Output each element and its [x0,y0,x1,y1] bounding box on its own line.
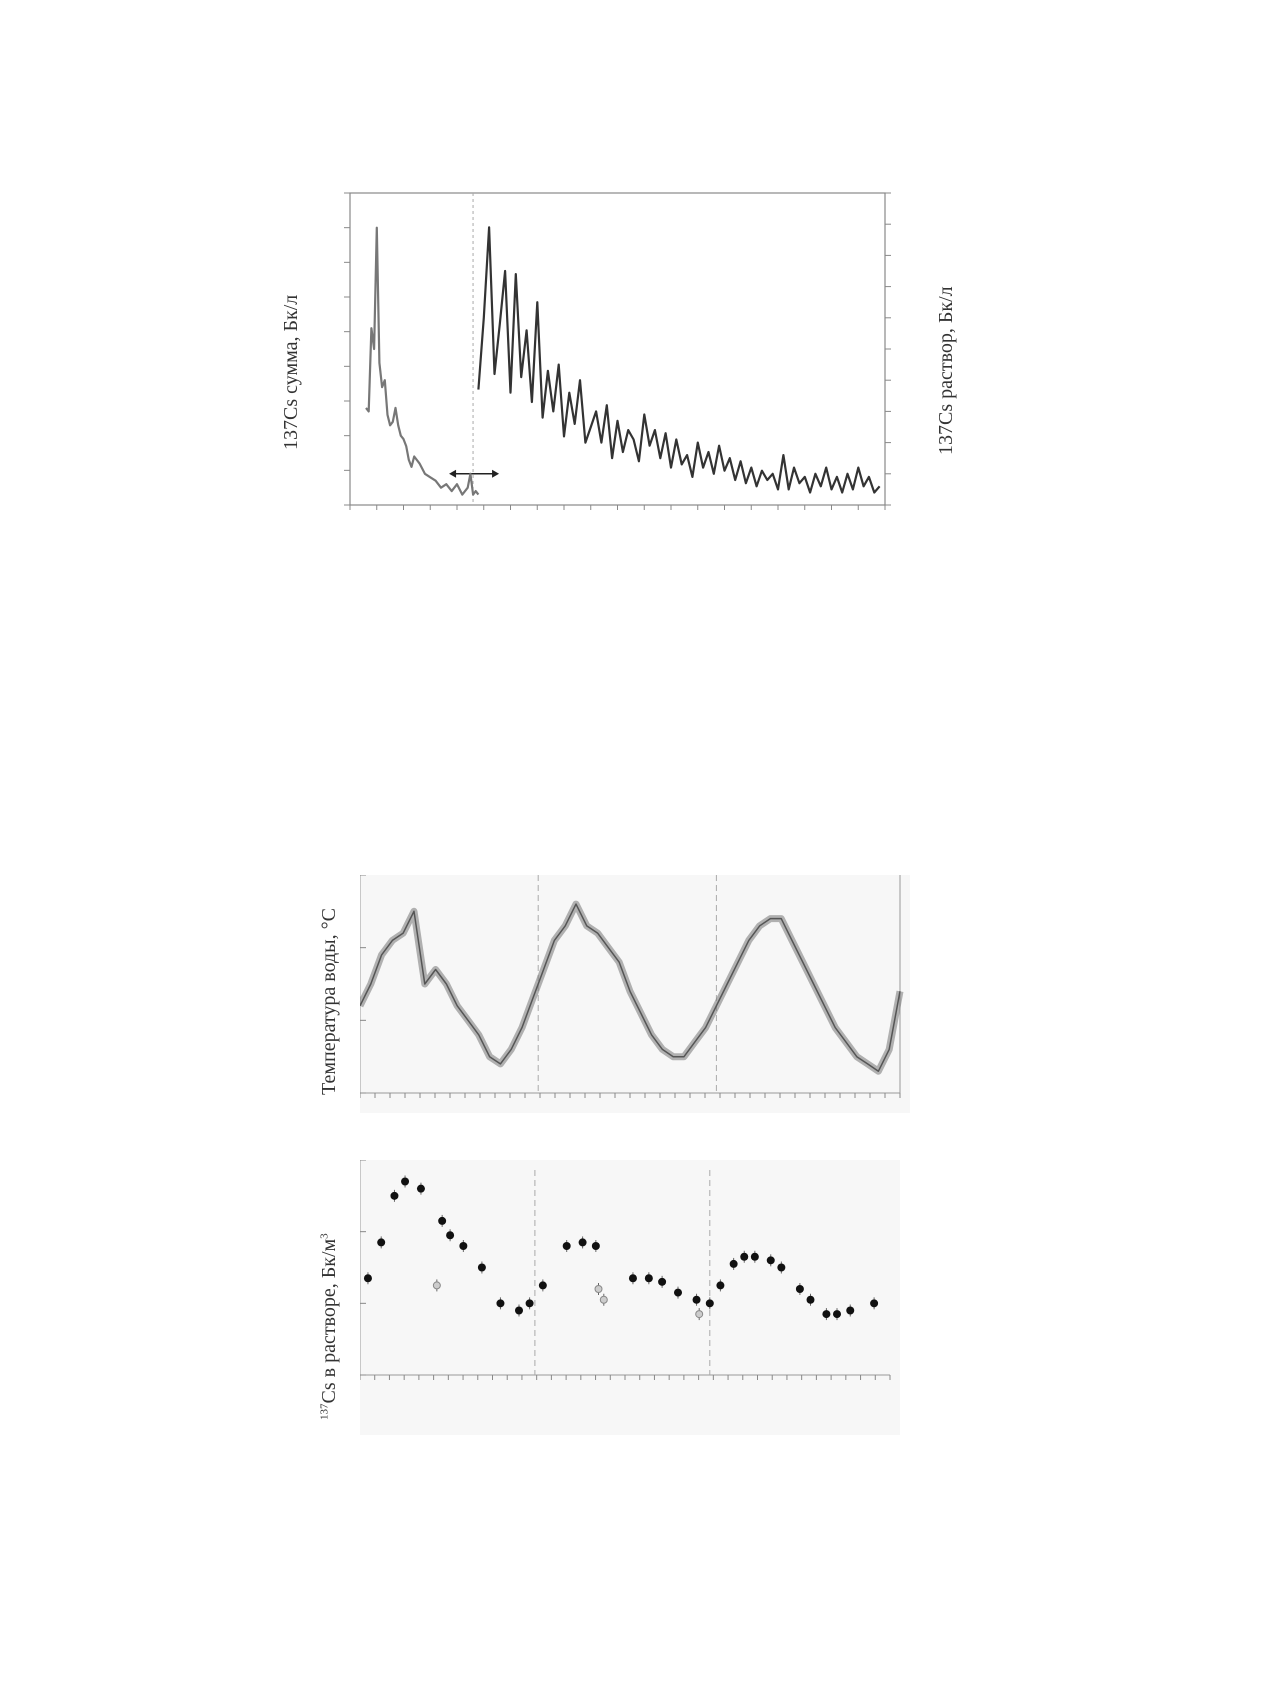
chart3-point-filled [693,1296,701,1304]
chart-cs137-sum-solution [320,185,910,530]
chart3-point-open [696,1311,703,1318]
chart3-point-filled [446,1231,454,1239]
chart3-point-filled [807,1296,815,1304]
chart1-left-axis-label: 137Cs сумма, Бк/л [280,294,302,450]
chart3-point-filled [364,1274,372,1282]
chart3-point-filled [592,1242,600,1250]
chart3-axis-label [318,1233,341,1420]
chart3-point-filled [390,1192,398,1200]
chart3-point-filled [870,1299,878,1307]
chart3-point-filled [377,1238,385,1246]
chart3-point-filled [526,1299,534,1307]
chart3-axis-label-sup-isotope: 137 [318,1403,331,1420]
chart3-point-filled [579,1238,587,1246]
chart3-point-open [600,1296,607,1303]
chart3-point-filled [833,1310,841,1318]
chart3-point-open [433,1282,440,1289]
chart3-point-filled [716,1281,724,1289]
chart1-right-axis-label: 137Cs раствор, Бк/л [935,286,957,455]
chart3-axis-label-text: Cs в растворе, Бк/м [318,1238,340,1404]
chart3-point-filled [796,1285,804,1293]
chart3-point-filled [496,1299,504,1307]
chart1-plot-frame [350,193,885,505]
chart3-point-filled [645,1274,653,1282]
chart3-point-filled [539,1281,547,1289]
chart3-point-filled [674,1289,682,1297]
chart3-point-filled [730,1260,738,1268]
chart3-point-filled [459,1242,467,1250]
chart-cs137-in-solution [360,1160,960,1450]
chart2-axis-label: Температура воды, °С [318,908,340,1095]
chart3-point-filled [515,1307,523,1315]
chart3-point-filled [658,1278,666,1286]
chart3-point-filled [629,1274,637,1282]
chart3-point-filled [740,1253,748,1261]
chart3-point-filled [401,1178,409,1186]
chart3-point-filled [822,1310,830,1318]
chart3-axis-label-sup-unit: 3 [318,1233,331,1239]
chart3-point-filled [563,1242,571,1250]
chart3-point-open [595,1286,602,1293]
chart3-point-filled [767,1256,775,1264]
chart3-point-filled [478,1264,486,1272]
chart3-point-filled [706,1299,714,1307]
chart3-background [360,1160,900,1435]
chart3-point-filled [777,1264,785,1272]
chart3-point-filled [417,1185,425,1193]
chart3-point-filled [846,1307,854,1315]
chart-water-temperature [360,875,960,1130]
chart3-point-filled [438,1217,446,1225]
chart3-point-filled [751,1253,759,1261]
